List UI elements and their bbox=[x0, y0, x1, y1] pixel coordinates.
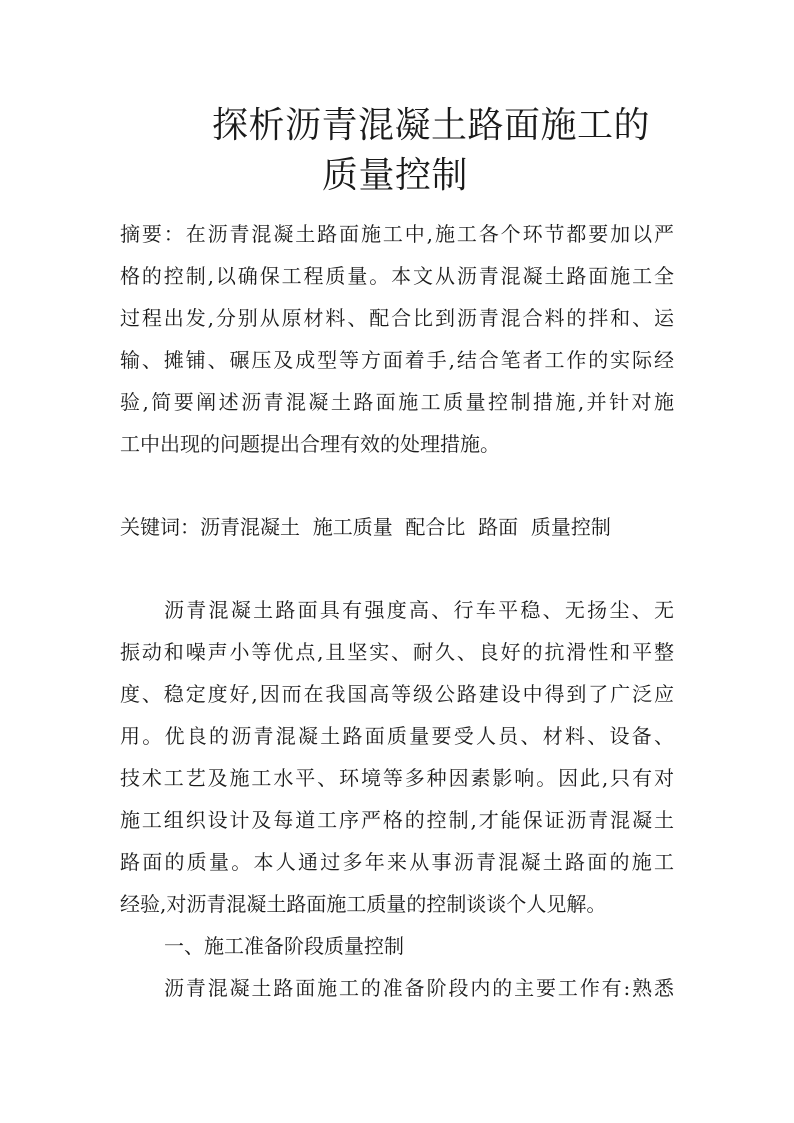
section-heading: 一、施工准备阶段质量控制 bbox=[164, 934, 404, 958]
abstract-line: 输、摊铺、碾压及成型等方面着手,结合笔者工作的实际经 bbox=[120, 348, 674, 372]
intro-line: 振动和噪声小等优点,且坚实、耐久、良好的抗滑性和平整 bbox=[120, 640, 674, 664]
document-title-line-1: 探析沥青混凝土路面施工的 bbox=[212, 105, 651, 146]
intro-line: 沥青混凝土路面具有强度高、行车平稳、无扬尘、无 bbox=[164, 598, 674, 622]
section-paragraph-line: 沥青混凝土路面施工的准备阶段内的主要工作有:熟悉 bbox=[164, 976, 674, 1000]
keywords: 关键词：沥青混凝土 施工质量 配合比 路面 质量控制 bbox=[120, 515, 611, 539]
intro-line: 施工组织设计及每道工序严格的控制,才能保证沥青混凝土 bbox=[120, 808, 674, 832]
abstract-line: 工中出现的问题提出合理有效的处理措施。 bbox=[120, 432, 500, 456]
intro-line: 度、稳定度好,因而在我国高等级公路建设中得到了广泛应 bbox=[120, 682, 674, 706]
intro-line: 经验,对沥青混凝土路面施工质量的控制谈谈个人见解。 bbox=[120, 892, 607, 916]
intro-line: 路面的质量。本人通过多年来从事沥青混凝土路面的施工 bbox=[120, 850, 674, 874]
intro-line: 技术工艺及施工水平、环境等多种因素影响。因此,只有对 bbox=[120, 766, 674, 790]
abstract-line: 过程出发,分别从原材料、配合比到沥青混合料的拌和、运 bbox=[120, 306, 674, 330]
intro-line: 用。优良的沥青混凝土路面质量要受人员、材料、设备、 bbox=[120, 724, 674, 748]
abstract-line: 格的控制,以确保工程质量。本文从沥青混凝土路面施工全 bbox=[120, 264, 674, 288]
abstract-line: 摘要：在沥青混凝土路面施工中,施工各个环节都要加以严 bbox=[120, 222, 674, 246]
document-title-line-2: 质量控制 bbox=[322, 155, 469, 196]
abstract-line: 验,简要阐述沥青混凝土路面施工质量控制措施,并针对施 bbox=[120, 390, 674, 414]
